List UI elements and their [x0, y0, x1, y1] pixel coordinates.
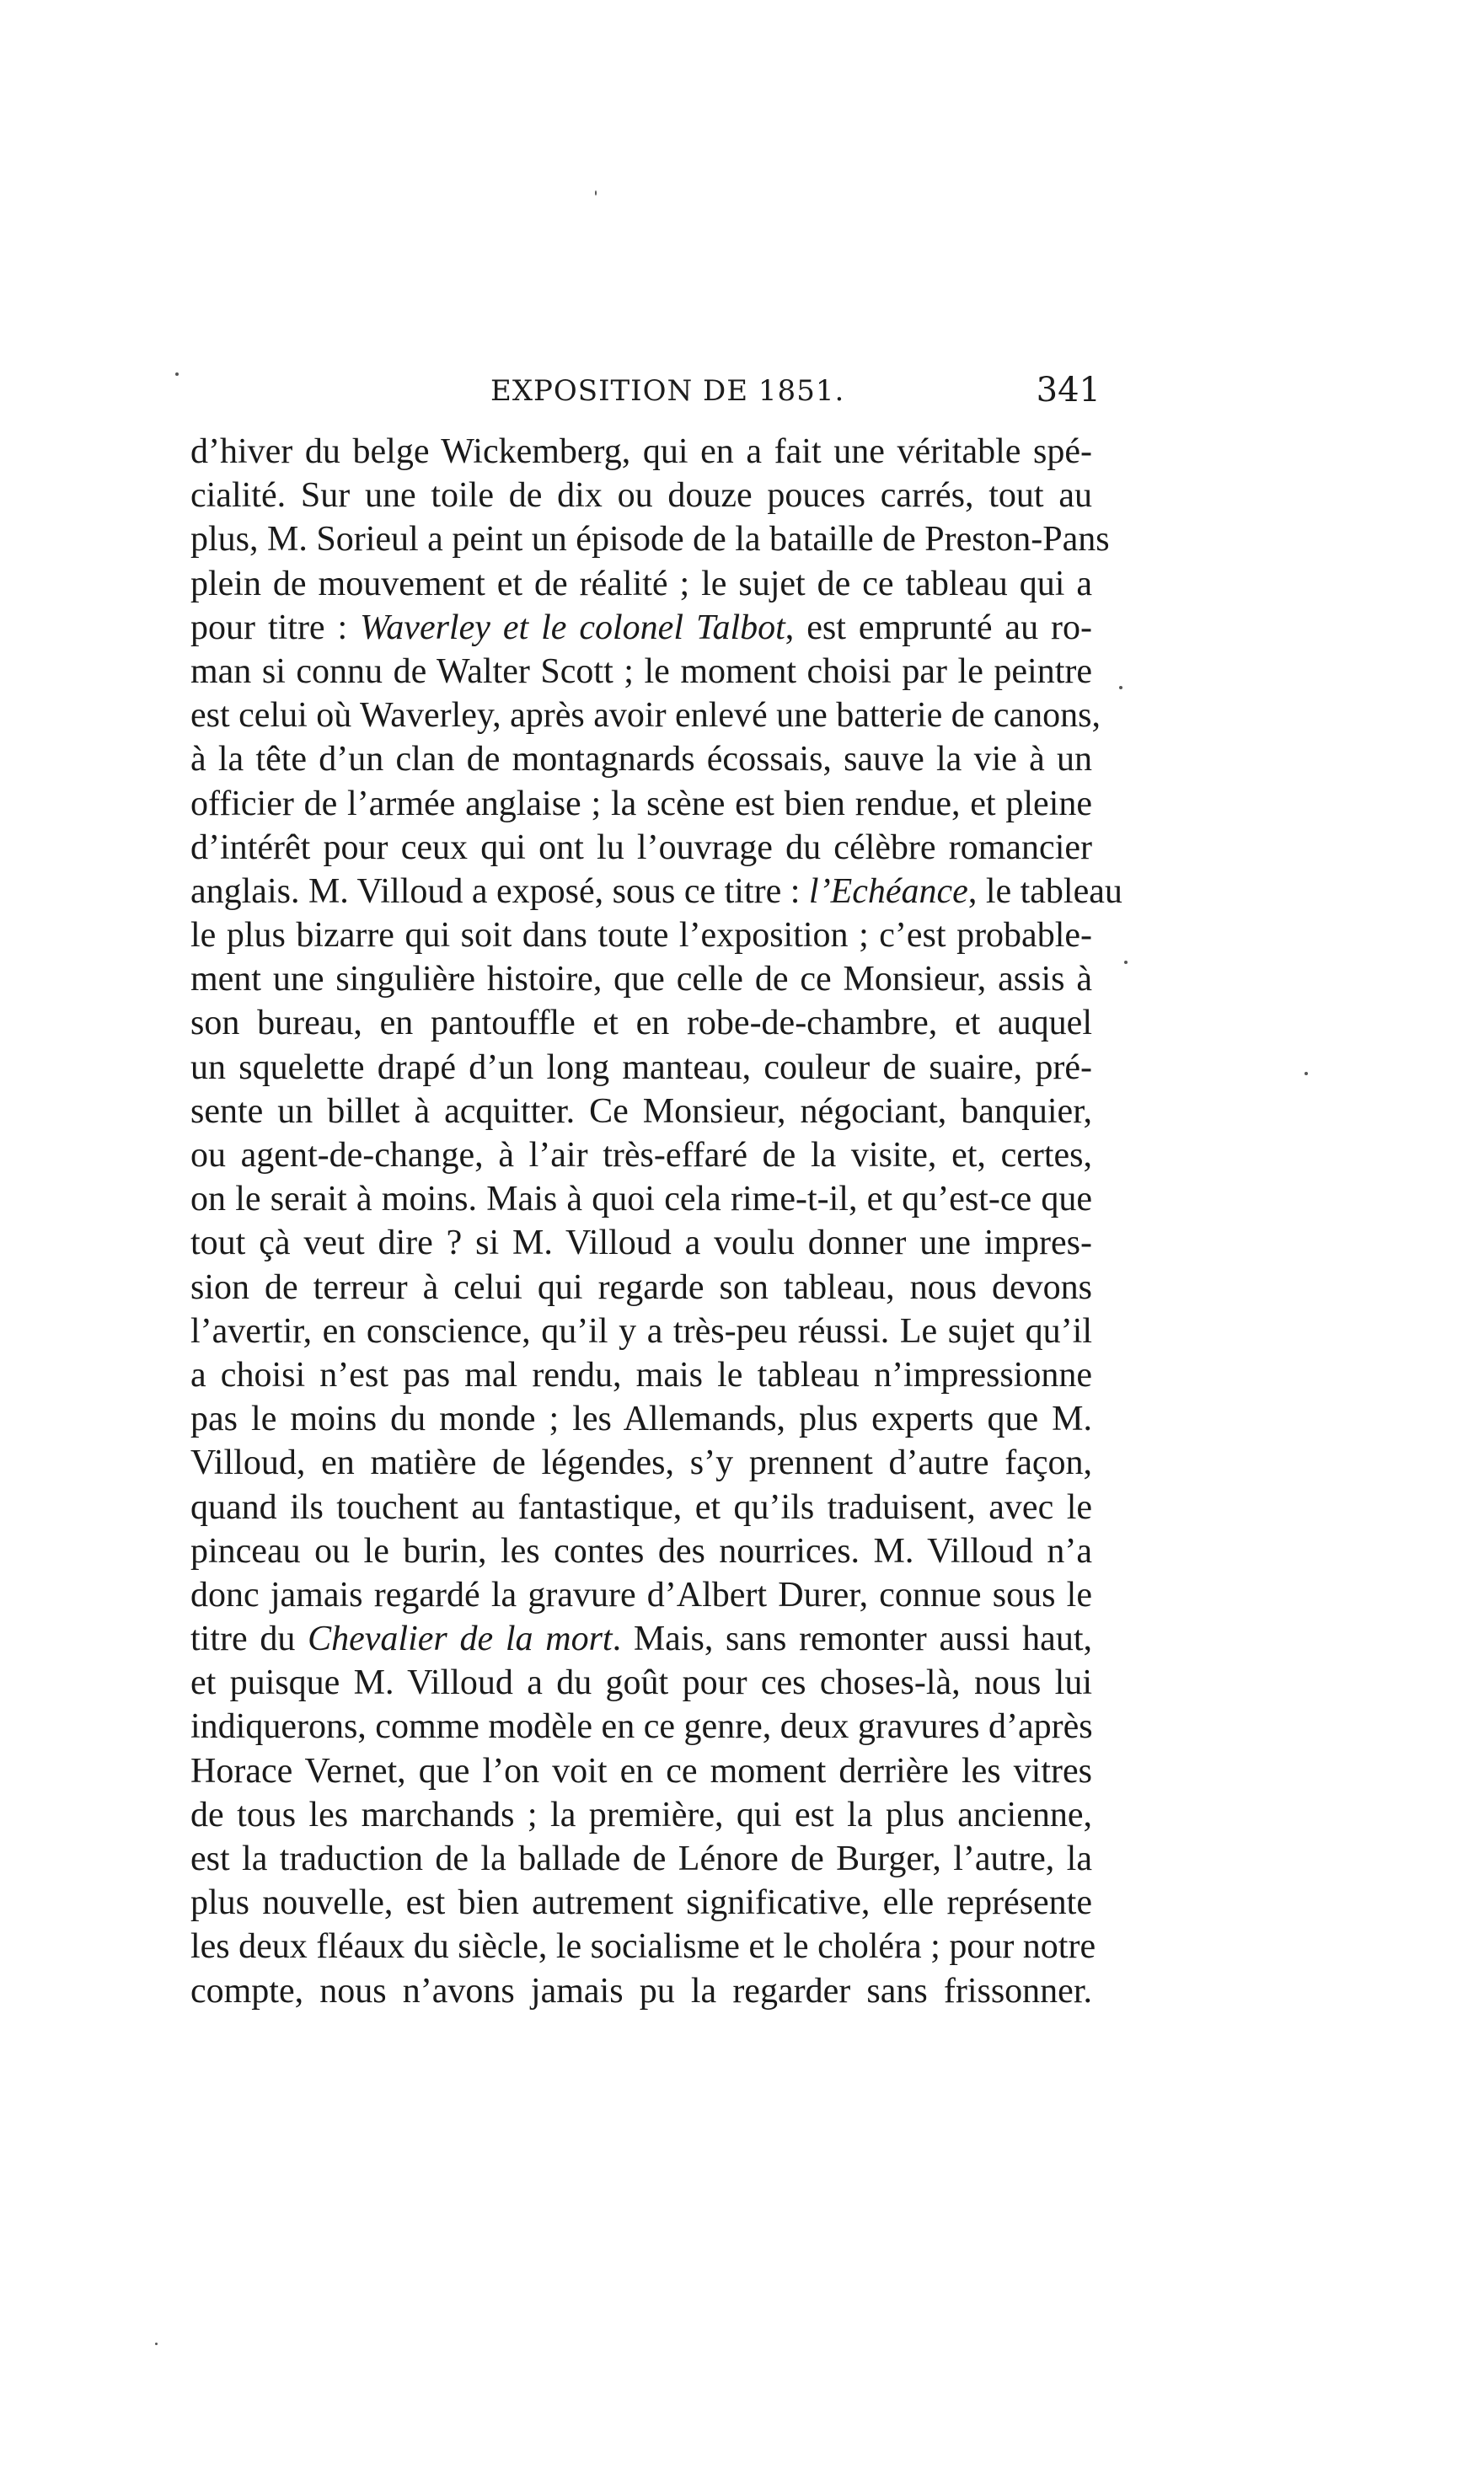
text-run: plus, M. Sorieul a peint un épisode de la bataille de Preston-Pans: [190, 520, 1110, 560]
text-line: [190, 1001, 1092, 1045]
text-run: . Mais, sans remonter aussi haut,: [612, 1620, 1092, 1659]
text-line: [190, 694, 1101, 737]
text-line: [190, 782, 1092, 826]
text-line: [190, 1749, 1092, 1793]
text-run: sente un billet à acquitter. Ce Monsieur, négociant, banquier,: [190, 1091, 1092, 1131]
text-run: tout çà veut dire ? si M. Villoud a voulu donner une impres-: [190, 1224, 1092, 1263]
text-run: indiquerons, comme modèle en ce genre, deux gravures d’après: [190, 1707, 1093, 1747]
text-run: ou agent-de-change, à l’air très-effaré de la visite, et, certes,: [190, 1136, 1092, 1175]
text-line: [190, 1529, 1092, 1573]
text-line: [190, 826, 1092, 870]
text-line: [190, 562, 1092, 606]
text-line: [190, 1573, 1092, 1617]
running-title: EXPOSITION DE 1851.: [490, 374, 845, 408]
body-text: [190, 430, 1122, 2013]
text-run: d’intérêt pour ceux qui ont lu l’ouvrage du célèbre romancier: [190, 827, 1092, 867]
text-run: on le serait à moins. Mais à quoi cela rime-t-il, et qu’est-ce que: [190, 1180, 1092, 1219]
text-line: [190, 1705, 1092, 1749]
text-run: plus nouvelle, est bien autrement significative, elle représente: [190, 1883, 1092, 1923]
text-run: Horace Vernet, que l’on voit en ce moment derrière les vitres: [190, 1751, 1092, 1791]
italic-title: Waverley et le colonel Talbot: [360, 608, 785, 647]
text-run: l’avertir, en conscience, qu’il y a très-peu réussi. Le sujet qu’il: [190, 1311, 1092, 1351]
text-run: titre du: [190, 1620, 308, 1659]
text-run: pinceau ou le burin, les contes des nourrices. M. Villoud n’a: [190, 1531, 1092, 1571]
text-run: quand ils touchent au fantastique, et qu’ils traduisent, avec le: [190, 1487, 1092, 1527]
text-run: d’hiver du belge Wickemberg, qui en a fait une véritable spé-: [190, 432, 1092, 471]
print-speck: [175, 372, 179, 376]
text-run: et puisque M. Villoud a du goût pour ces choses-là, nous lui: [190, 1663, 1092, 1703]
text-line: [190, 430, 1092, 474]
text-run: son bureau, en pantouffle et en robe-de-chambre, et auquel: [190, 1004, 1092, 1043]
text-line: [190, 957, 1092, 1001]
text-line: [190, 737, 1092, 781]
text-run: donc jamais regardé la gravure d’Albert Durer, connue sous le: [190, 1575, 1092, 1615]
text-line: [190, 1661, 1092, 1705]
text-line: [190, 1221, 1092, 1265]
text-run: plein de mouvement et de réalité ; le sujet de ce tableau qui a: [190, 564, 1092, 603]
text-run: pas le moins du monde ; les Allemands, plus experts que M.: [190, 1400, 1092, 1439]
text-run: man si connu de Walter Scott ; le moment choisi par le peintre: [190, 651, 1092, 691]
text-run: compte, nous n’avons jamais pu la regarder sans frissonner.: [190, 1971, 1092, 2011]
text-line: [190, 1090, 1092, 1133]
text-line: [190, 1925, 1096, 1968]
text-line: [190, 1309, 1092, 1353]
text-line: [190, 1177, 1092, 1221]
text-line: [190, 1046, 1092, 1090]
text-run: le plus bizarre qui soit dans toute l’exposition ; c’est probable-: [190, 916, 1092, 956]
text-run: Villoud, en matière de légendes, s’y prennent d’autre façon,: [190, 1443, 1092, 1483]
text-line: [190, 1486, 1092, 1529]
text-line: [190, 650, 1092, 694]
print-speck: [1305, 1072, 1308, 1075]
text-run: cialité. Sur une toile de dix ou douze pouces carrés, tout au: [190, 476, 1092, 516]
text-run: anglais. M. Villoud a exposé, sous ce titre :: [190, 871, 809, 911]
print-speck: [1124, 961, 1128, 964]
text-line: [190, 1617, 1092, 1661]
text-line: [190, 1441, 1092, 1485]
text-line: [190, 913, 1092, 957]
text-run: a choisi n’est pas mal rendu, mais le tableau n’impressionne: [190, 1355, 1092, 1395]
text-line: [190, 1881, 1092, 1925]
text-run: officier de l’armée anglaise ; la scène est bien rendue, et pleine: [190, 784, 1092, 823]
text-run: à la tête d’un clan de montagnards écossais, sauve la vie à un: [190, 740, 1092, 779]
text-run: pour titre :: [190, 608, 361, 647]
page-header: [190, 371, 1101, 421]
text-line: [190, 1133, 1092, 1177]
text-line: [190, 1837, 1092, 1881]
page-number: 341: [1036, 371, 1101, 410]
print-speck: [1119, 686, 1122, 689]
text-run: , est emprunté au ro-: [785, 608, 1092, 647]
italic-title: l’Echéance: [808, 871, 968, 911]
text-line: [190, 1353, 1092, 1397]
text-line: [190, 606, 1092, 650]
text-run: sion de terreur à celui qui regarde son tableau, nous devons: [190, 1267, 1092, 1307]
print-speck: [595, 190, 597, 195]
text-line: [190, 1969, 1092, 2013]
text-line: [190, 1397, 1092, 1441]
text-line: [190, 1793, 1092, 1837]
text-line: [190, 1266, 1092, 1309]
text-run: est la traduction de la ballade de Lénore de Burger, l’autre, la: [190, 1840, 1092, 1878]
text-line: [190, 474, 1092, 517]
text-line: [190, 870, 1122, 913]
text-run: un squelette drapé d’un long manteau, couleur de suaire, pré-: [190, 1047, 1092, 1087]
text-run: les deux fléaux du siècle, le socialisme et le choléra ; pour notre: [190, 1927, 1096, 1967]
italic-title: Chevalier de la mort: [308, 1620, 613, 1659]
print-speck: [155, 2343, 158, 2345]
text-run: est celui où Waverley, après avoir enlevé une batterie de canons,: [190, 696, 1101, 736]
text-run: de tous les marchands ; la première, qui est la plus ancienne,: [190, 1795, 1092, 1834]
text-run: ment une singulière histoire, que celle de ce Monsieur, assis à: [190, 960, 1092, 999]
text-line: [190, 517, 1110, 561]
text-run: , le tableau: [967, 871, 1122, 911]
